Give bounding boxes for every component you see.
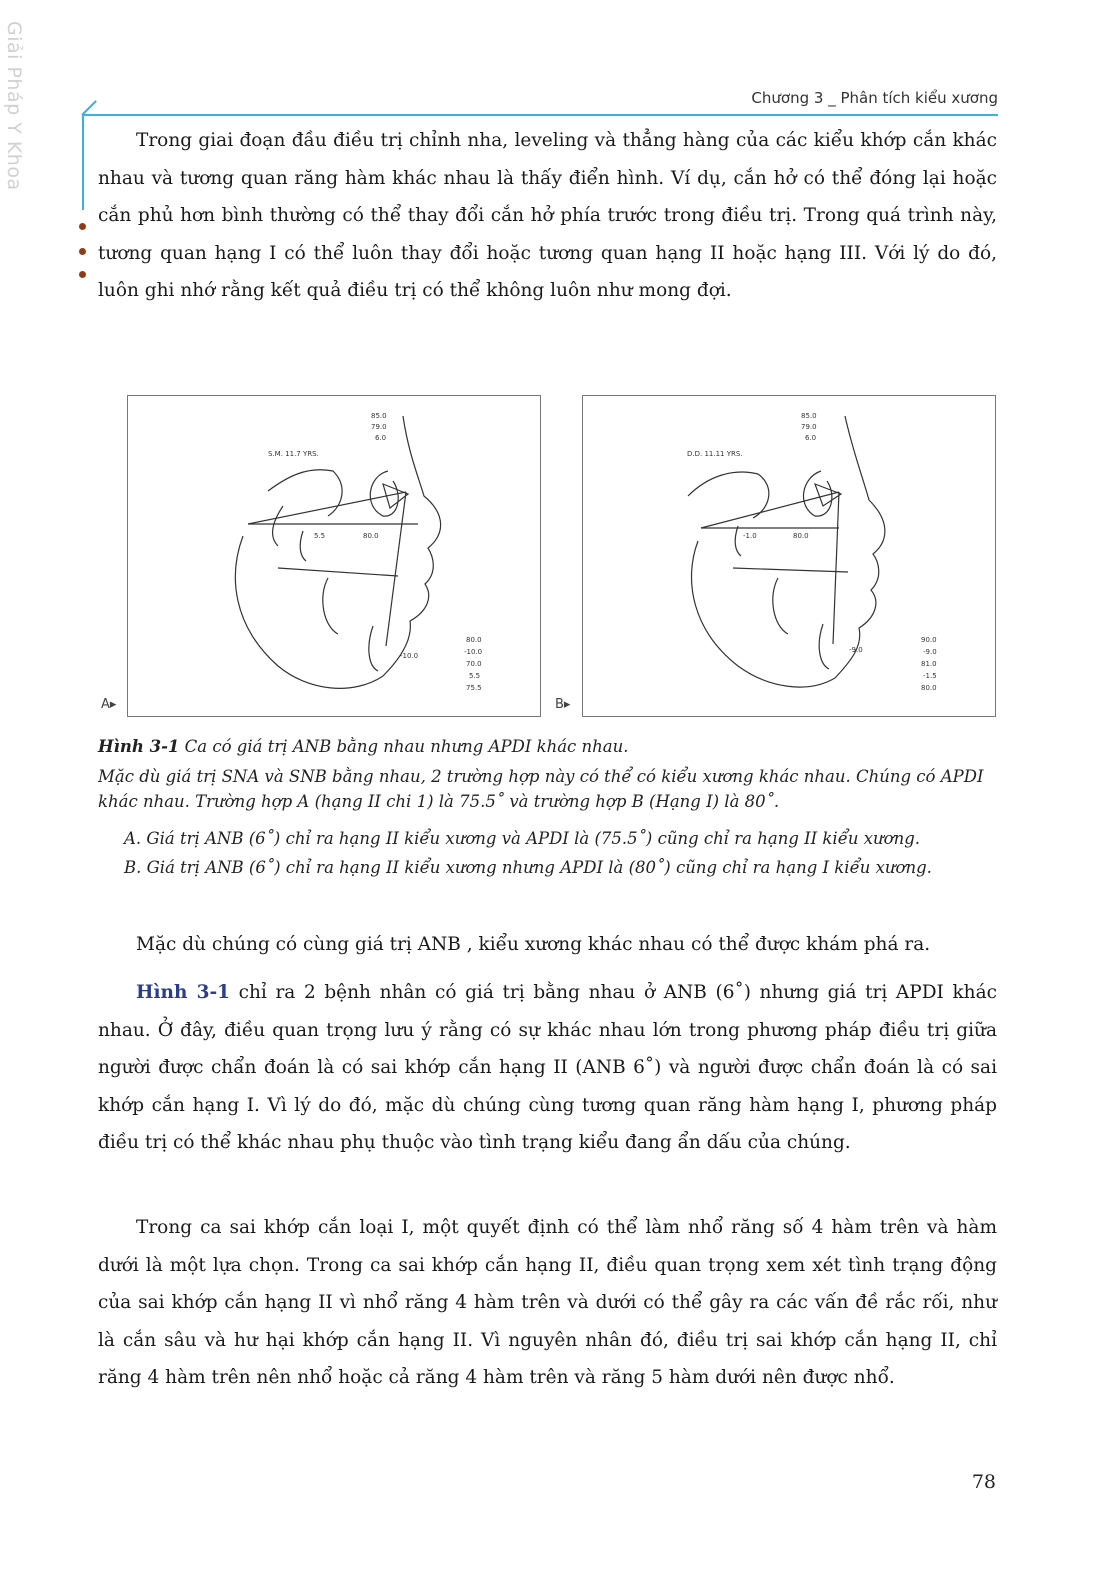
angle-right-value: 80.0: [363, 532, 379, 540]
bottom-value: 75.5: [466, 684, 482, 692]
bottom-value: -9.0: [923, 648, 937, 656]
top-value: 85.0: [371, 412, 387, 420]
figure-caption-body: Mặc dù giá trị SNA và SNB bằng nhau, 2 trường hợp này có thể có kiểu xương khác nhau. Chúng có APDI khác nhau. Trường hợp A (hạng II chi 1) là 75.5˚ và trường hợp B (Hạng I) là 80˚.: [98, 767, 984, 811]
figure-reference-link[interactable]: Hình 3-1: [136, 982, 231, 1003]
bottom-value: 70.0: [466, 660, 482, 668]
caption-figure-number: Hình 3-1: [98, 737, 180, 756]
bottom-value: 80.0: [466, 636, 482, 644]
caption-item-a: A. Giá trị ANB (6˚) chỉ ra hạng II kiểu xương và APDI là (75.5˚) cũng chỉ ra hạng II kiểu xương.: [124, 829, 921, 848]
page-number: 78: [971, 1471, 996, 1493]
angle-left-value: 5.5: [314, 532, 326, 540]
figure-panel-b: [582, 395, 996, 717]
paragraph-3-text: chỉ ra 2 bệnh nhân có giá trị bằng nhau ở ANB (6˚) nhưng giá trị APDI khác nhau. Ở đây, điều quan trọng lưu ý rằng có sự khác nhau lớn trong phương pháp điều trị giữa người được chẩn đoán là có sai khớp cắn hạng II (ANB 6˚) và người được chẩn đoán là có sai khớp cắn hạng I. Vì lý do đó, mặc dù chúng cùng tương quan răng hàm hạng I, phương pháp điều trị có thể khác nhau phụ thuộc vào tình trạng kiểu đang ẩn dấu của chúng.: [98, 982, 997, 1153]
figure-panel-a: [127, 395, 541, 717]
bottom-value: -1.5: [923, 672, 937, 680]
margin-dot: [79, 271, 86, 278]
caption-title-text: Ca có giá trị ANB bằng nhau nhưng APDI khác nhau.: [179, 737, 629, 756]
figure-caption-title: [98, 734, 998, 759]
panel-label-a: A▸: [101, 697, 117, 712]
patient-label-b: D.D. 11.11 YRS.: [687, 450, 743, 458]
caption-item-b: B. Giá trị ANB (6˚) chỉ ra hạng II kiểu xương nhưng APDI là (80˚) cũng chỉ ra hạng I kiểu xương.: [124, 858, 932, 877]
side-brand-watermark: Giải Pháp Y Khoa: [3, 21, 25, 191]
bottom-value: 90.0: [921, 636, 937, 644]
top-value: 85.0: [801, 412, 817, 420]
bottom-value: 81.0: [921, 660, 937, 668]
margin-rule: [82, 114, 84, 210]
chapter-title: Chương 3 _ Phân tích kiểu xương: [751, 89, 998, 107]
margin-dot: [79, 248, 86, 255]
chin-value: -10.0: [400, 652, 419, 660]
top-value: 79.0: [371, 423, 387, 431]
header-rule: [82, 114, 998, 116]
cephalometric-tracing-b: [583, 396, 997, 718]
angle-right-value: 80.0: [793, 532, 809, 540]
bottom-value: 5.5: [469, 672, 481, 680]
panel-label-b: B▸: [555, 697, 571, 712]
chin-value: -9.0: [849, 646, 863, 654]
margin-dot: [79, 223, 86, 230]
paragraph-3: [98, 974, 997, 1162]
bottom-value: 80.0: [921, 684, 937, 692]
top-value: 6.0: [805, 434, 817, 442]
patient-label-a: S.M. 11.7 YRS.: [268, 450, 319, 458]
top-value: 6.0: [375, 434, 387, 442]
top-value: 79.0: [801, 423, 817, 431]
figure-3-1: [101, 395, 997, 717]
cephalometric-tracing-a: [128, 396, 542, 718]
paragraph-4: Trong ca sai khớp cắn loại I, một quyết định có thể làm nhổ răng số 4 hàm trên và hàm dưới là một lựa chọn. Trong ca sai khớp cắn hạng II, điều quan trọng xem xét tình trạng động của sai khớp cắn hạng II vì nhổ răng 4 hàm trên và dưới có thể gây ra các vấn đề rắc rối, như là cắn sâu và hư hại khớp cắn hạng II. Vì nguyên nhân đó, điều trị sai khớp cắn hạng II, chỉ răng 4 hàm trên nên nhổ hoặc cả răng 4 hàm trên và răng 5 hàm dưới nên được nhổ.: [98, 1217, 997, 1388]
paragraph-1: Trong giai đoạn đầu điều trị chỉnh nha, leveling và thẳng hàng của các kiểu khớp cắn khác nhau và tương quan răng hàm khác nhau là thấy điển hình. Ví dụ, cắn hở có thể đóng lại hoặc cắn phủ hơn bình thường có thể thay đổi cắn hở phía trước trong điều trị. Trong quá trình này, tương quan hạng I có thể luôn thay đổi hoặc tương quan hạng II hoặc hạng III. Với lý do đó, luôn ghi nhớ rằng kết quả điều trị có thể không luôn như mong đợi.: [98, 130, 997, 301]
angle-left-value: -1.0: [743, 532, 757, 540]
bottom-value: -10.0: [464, 648, 483, 656]
paragraph-2: Mặc dù chúng có cùng giá trị ANB , kiểu xương khác nhau có thể được khám phá ra.: [136, 934, 931, 955]
